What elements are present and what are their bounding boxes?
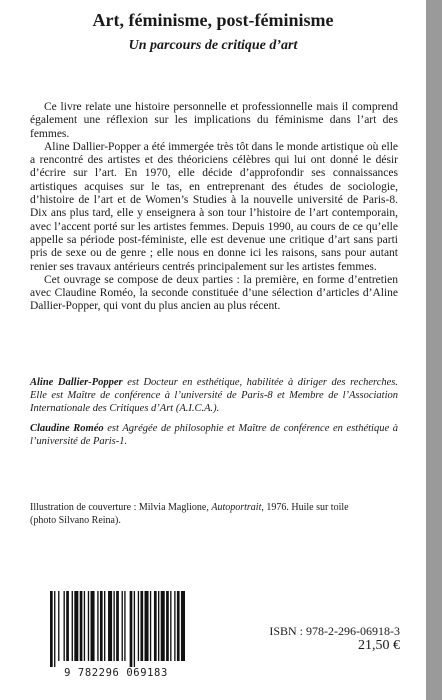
barcode-bar	[88, 591, 89, 661]
barcode-bar	[124, 591, 125, 661]
barcode-bar	[64, 591, 65, 661]
barcode-bar	[158, 591, 159, 661]
barcode-bar	[140, 591, 143, 661]
barcode-bar	[166, 591, 169, 661]
barcode-bar	[97, 591, 98, 661]
coauthor-name: Claudine Roméo	[30, 423, 104, 434]
isbn: ISBN : 978-2-296-06918-3	[269, 624, 400, 638]
coauthor-bio-text: est Agrégée de philosophie et Maître de conférence en esthétique à l’université de Paris-1.	[30, 423, 398, 448]
book-subtitle: Un parcours de critique d’art	[128, 38, 298, 53]
barcode-bar	[181, 591, 185, 661]
barcode-bar	[122, 591, 123, 661]
author-name: Aline Dallier-Popper	[30, 377, 123, 388]
credit-suffix: , 1976. Huile sur toile (photo Silvano Reina).	[30, 502, 349, 526]
barcode-bar	[113, 591, 114, 661]
barcode-bar	[54, 591, 55, 667]
barcode-bar	[138, 591, 139, 661]
cover-side-band	[426, 0, 442, 700]
barcode-bar	[80, 591, 83, 661]
barcode-bar	[161, 591, 165, 661]
barcode-bar	[177, 591, 180, 661]
barcode-bar	[50, 591, 53, 667]
blurb-paragraph: Aline Dallier-Popper a été immergée très tôt dans le monde artistique où elle a rencontré des artistes et des théoriciens célèbres qui lui ont donné le désir d’écrire sur l’art. En 1970, elle décide d’approfondir ses connaissances artistiques acquises sur le tas, en entreprenant des études de sociologie, d’histoire de l’art et de Women’s Studies à la nouvelle université de Paris-8. Dix ans plus tard, elle y enseignera à son tour l’histoire de l’art contemporain, avec l’accent porté sur les artistes femmes. Depuis 1990, au cours de ce qu’elle appelle sa période post-féministe, elle est devenue une critique d’art sans parti pris de sexe ou de genre ; elle nous en donne ici les raisons, sans pour autant renier ses travaux antérieurs centrés principalement sur les artistes femmes.	[30, 140, 398, 273]
price: 21,50 €	[358, 638, 400, 653]
blurb-paragraph: Ce livre relate une histoire personnelle et professionnelle mais il comprend également une réflexion sur les implications du féminisme dans l’art des femmes.	[30, 101, 398, 140]
coauthor-bio	[30, 422, 398, 448]
illustration-credit	[30, 501, 370, 527]
barcode-bar	[74, 591, 78, 661]
book-title: Art, féminisme, post-féminisme	[92, 10, 334, 30]
barcode-bar	[174, 591, 175, 661]
author-bio	[30, 376, 398, 416]
barcode-bar	[116, 591, 119, 661]
barcode-bar	[91, 591, 95, 661]
blurb-paragraph: Cet ouvrage se compose de deux parties : la première, en forme d’entretien avec Claudine Roméo, la seconde constituée d’une sélection d’articles d’Aline Dallier-Popper, qui vont du plus ancien au plus récent.	[30, 273, 398, 313]
barcode-digits: 9 782296 069183	[64, 667, 168, 679]
credit-work-title: Autoportrait	[211, 502, 262, 513]
author-bio-text: est Docteur en esthétique, habilitée à diriger des recherches. Elle est Maître de conférence à l’université de Paris-8 et Membre de l’Association Internationale des Critiques d’Art (A.I.C.A.).	[30, 377, 398, 415]
barcode-bar	[150, 591, 151, 661]
barcode	[40, 587, 192, 687]
barcode-bar	[100, 591, 103, 661]
barcode-bar	[154, 591, 157, 661]
credit-prefix: Illustration de couverture : Milvia Maglione,	[30, 502, 212, 513]
barcode-bar	[134, 591, 135, 667]
barcode-bar	[72, 591, 73, 661]
barcode-bar	[58, 591, 59, 661]
barcode-bar	[145, 591, 149, 661]
barcode-bar	[130, 591, 133, 667]
barcode-bars	[46, 591, 186, 667]
barcode-bar	[170, 591, 171, 661]
barcode-bar	[108, 591, 112, 661]
barcode-bar	[66, 591, 69, 661]
barcode-bar	[84, 591, 85, 661]
blurb	[30, 101, 398, 314]
barcode-bar	[104, 591, 105, 661]
